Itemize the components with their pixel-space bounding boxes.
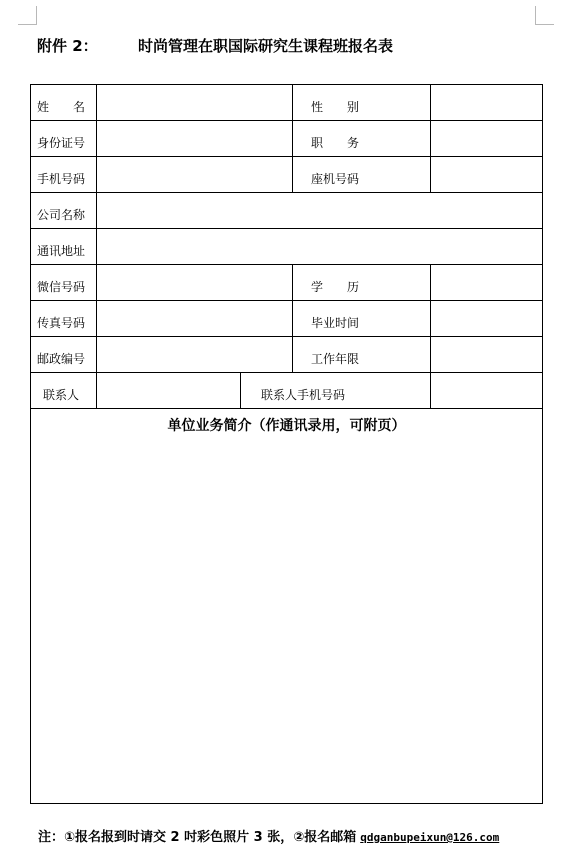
address-input[interactable] [97, 229, 543, 265]
page-header [37, 35, 394, 56]
crop-mark-top-left [18, 6, 37, 25]
name-label: 姓 名 [31, 85, 97, 121]
contact-input[interactable] [97, 373, 241, 409]
graduation-input[interactable] [431, 301, 543, 337]
work-years-input[interactable] [431, 337, 543, 373]
fax-input[interactable] [97, 301, 293, 337]
contact-mobile-label: 联系人手机号码 [241, 373, 431, 409]
mobile-label: 手机号码 [31, 157, 97, 193]
contact-label: 联系人 [31, 373, 97, 409]
name-input[interactable] [97, 85, 293, 121]
business-intro-section [31, 409, 543, 804]
company-label: 公司名称 [31, 193, 97, 229]
graduation-label: 毕业时间 [293, 301, 431, 337]
position-input[interactable] [431, 121, 543, 157]
education-input[interactable] [431, 265, 543, 301]
gender-label: 性 别 [293, 85, 431, 121]
position-label: 职 务 [293, 121, 431, 157]
id-number-input[interactable] [97, 121, 293, 157]
footer-note [38, 826, 499, 845]
landline-input[interactable] [431, 157, 543, 193]
attachment-label: 附件 2： [37, 37, 98, 55]
company-input[interactable] [97, 193, 543, 229]
address-label: 通讯地址 [31, 229, 97, 265]
wechat-input[interactable] [97, 265, 293, 301]
postcode-input[interactable] [97, 337, 293, 373]
business-intro-heading: 单位业务简介（作通讯录用，可附页） [167, 418, 406, 434]
business-intro-input[interactable] [31, 433, 542, 803]
fax-label: 传真号码 [31, 301, 97, 337]
registration-form [30, 84, 543, 804]
id-number-label: 身份证号 [31, 121, 97, 157]
landline-label: 座机号码 [293, 157, 431, 193]
work-years-label: 工作年限 [293, 337, 431, 373]
postcode-label: 邮政编号 [31, 337, 97, 373]
education-label: 学 历 [293, 265, 431, 301]
contact-mobile-input[interactable] [431, 373, 543, 409]
gender-input[interactable] [431, 85, 543, 121]
footer-note-text: 注：①报名报到时请交 2 吋彩色照片 3 张，②报名邮箱 [38, 830, 357, 845]
crop-mark-top-right [535, 6, 554, 25]
wechat-label: 微信号码 [31, 265, 97, 301]
mobile-input[interactable] [97, 157, 293, 193]
form-title: 时尚管理在职国际研究生课程班报名表 [138, 37, 394, 55]
registration-email: qdganbupeixun@126.com [360, 831, 500, 844]
